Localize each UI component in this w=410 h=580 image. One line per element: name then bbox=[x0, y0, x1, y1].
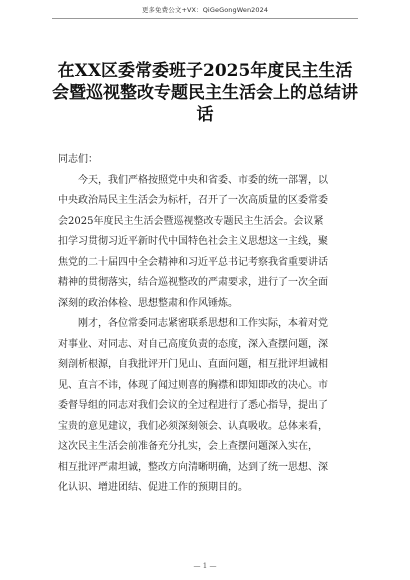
header-note: 更多免费公文+VX：QiGeGongWen2024 bbox=[141, 6, 269, 14]
salutation: 同志们： bbox=[58, 154, 98, 165]
paragraph-line: 宝贵的意见建议，我们必须深刻领会、认真吸收。总体来看， bbox=[58, 420, 328, 432]
paragraph-line: 深刻的政治体检、思想整肃和作风锤炼。 bbox=[58, 297, 238, 309]
page-number: — 1 — bbox=[193, 562, 217, 570]
paragraph-line: 精神的贯彻落实，结合巡视整改的严肃要求，进行了一次全面 bbox=[58, 277, 328, 288]
paragraph-line: 刚才，各位常委同志紧密联系思想和工作实际，本着对党 bbox=[78, 318, 328, 329]
paragraph-2 bbox=[58, 314, 352, 499]
paragraph-line: 委督导组的同志对我们会议的全过程进行了悉心指导，提出了 bbox=[58, 400, 328, 411]
document-body bbox=[58, 150, 352, 499]
title-line: 在XX区委常委班子2025年度民主生活 bbox=[57, 61, 353, 81]
header-divider bbox=[52, 18, 358, 19]
paragraph-line: 焦党的二十届四中全会精神和习近平总书记考察我省重要讲话 bbox=[58, 256, 328, 268]
document-title bbox=[50, 60, 360, 126]
paragraph-line: 对事业、对同志、对自己高度负责的态度，深入查摆问题，深 bbox=[58, 338, 328, 350]
paragraph-line: 见、直言不讳，体现了闻过则喜的胸襟和即知即改的决心。市 bbox=[58, 379, 328, 391]
paragraph-line: 中央政治局民主生活会为标杆，召开了一次高质量的区委常委 bbox=[58, 195, 328, 206]
paragraph-line: 扣学习贯彻习近平新时代中国特色社会主义思想这一主线，聚 bbox=[58, 236, 328, 247]
title-line: 话 bbox=[196, 105, 214, 125]
title-line: 会暨巡视整改专题民主生活会上的总结讲 bbox=[52, 83, 358, 103]
paragraph-line: 化认识、增进团结、促进工作的预期目的。 bbox=[58, 482, 248, 493]
paragraph-line: 相互批评严肃坦诚，整改方向清晰明确，达到了统一思想、深 bbox=[58, 461, 328, 473]
paragraph-line: 这次民主生活会前准备充分扎实，会上查摆问题深入实在， bbox=[58, 441, 318, 452]
paragraph-line: 刻剖析根源，自我批评开门见山、直面问题，相互批评坦诚相 bbox=[58, 359, 328, 370]
paragraph-line: 今天，我们严格按照党中央和省委、市委的统一部署，以 bbox=[78, 174, 328, 186]
paragraph-line: 会2025年度民主生活会暨巡视整改专题民主生活会。会议紧 bbox=[58, 215, 324, 227]
paragraph-1 bbox=[58, 171, 352, 315]
